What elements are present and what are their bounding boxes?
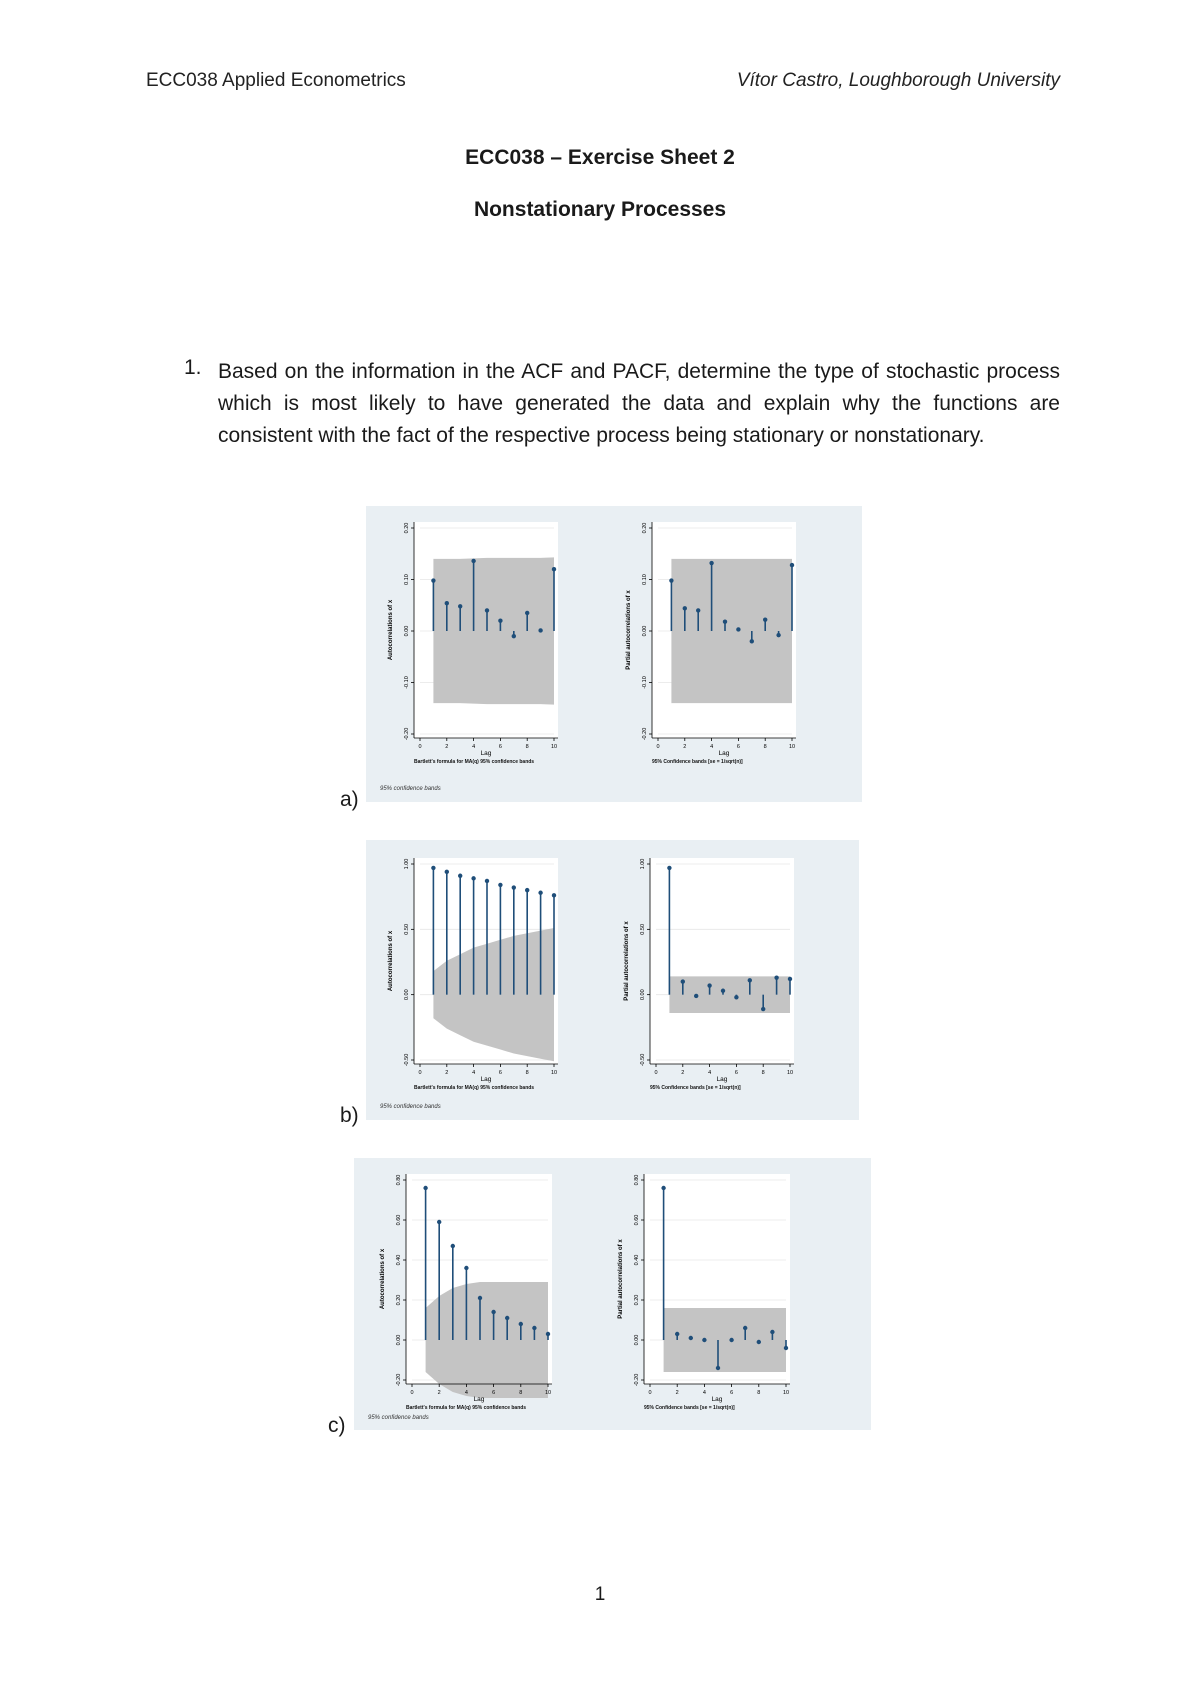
x-tick-label: 8 — [761, 1070, 765, 1076]
x-axis-label: Lag — [473, 1396, 485, 1403]
confidence-band — [669, 976, 790, 1013]
x-tick-label: 2 — [445, 1070, 449, 1076]
correlation-point — [788, 977, 792, 981]
y-axis-label: Partial autocorrelations of x — [618, 1239, 624, 1319]
x-tick-label: 0 — [648, 1390, 652, 1396]
figure-panel-c — [354, 1158, 871, 1430]
x-axis-label: Lag — [480, 750, 492, 757]
y-tick-label: 0.80 — [634, 1174, 640, 1186]
correlation-point — [464, 1266, 468, 1270]
y-tick-label: -0.20 — [634, 1373, 640, 1387]
x-tick-label: 8 — [525, 1070, 529, 1076]
y-axis-label: Partial autocorrelations of x — [624, 921, 630, 1001]
panel-footer-note: 95% confidence bands — [368, 1415, 429, 1421]
y-axis-label: Partial autocorrelations of x — [626, 590, 632, 670]
x-tick-label: 6 — [498, 1070, 502, 1076]
y-tick-label: -0.10 — [642, 676, 648, 689]
y-tick-label: 0.60 — [634, 1214, 640, 1226]
y-tick-label: -0.20 — [404, 727, 410, 741]
correlation-point — [683, 606, 687, 610]
x-tick-label: 2 — [437, 1390, 441, 1396]
confidence-band — [433, 557, 554, 704]
x-axis-label: Lag — [480, 1076, 492, 1083]
x-tick-label: 2 — [683, 744, 687, 750]
y-tick-label: 0.60 — [396, 1214, 402, 1226]
page-number: 1 — [594, 1584, 606, 1605]
y-tick-label: 0.00 — [640, 989, 646, 1001]
correlation-point — [471, 876, 475, 880]
correlation-point — [743, 1326, 747, 1330]
correlation-point — [505, 1316, 509, 1320]
panel-footer-note: 95% confidence bands — [380, 1104, 441, 1110]
y-axis-label: Autocorrelations of x — [388, 599, 394, 661]
x-tick-label: 0 — [418, 744, 422, 750]
correlation-point — [471, 559, 475, 563]
x-tick-label: 0 — [654, 1070, 658, 1076]
x-tick-label: 10 — [550, 1070, 558, 1076]
x-tick-label: 2 — [675, 1390, 679, 1396]
x-tick-label: 6 — [492, 1390, 496, 1396]
x-tick-label: 8 — [525, 744, 529, 750]
panel-label-c: c) — [328, 1414, 346, 1437]
band-note: 95% Confidence bands [se = 1/sqrt(n)] — [652, 759, 743, 765]
correlation-point — [750, 639, 754, 643]
correlation-point — [734, 995, 738, 999]
x-tick-label: 10 — [544, 1390, 552, 1396]
correlation-point — [736, 627, 740, 631]
confidence-band — [426, 1282, 548, 1398]
correlation-point — [770, 1330, 774, 1334]
x-tick-label: 10 — [788, 744, 796, 750]
x-tick-label: 8 — [519, 1390, 523, 1396]
correlation-point — [458, 604, 462, 608]
y-tick-label: 0.00 — [634, 1334, 640, 1346]
correlation-point — [498, 883, 502, 887]
correlation-point — [445, 870, 449, 874]
correlation-point — [458, 874, 462, 878]
y-tick-label: 0.10 — [642, 574, 648, 585]
correlation-point — [757, 1340, 761, 1344]
correlation-point — [761, 1007, 765, 1011]
correlation-point — [681, 979, 685, 983]
x-tick-label: 10 — [550, 744, 558, 750]
x-tick-label: 2 — [681, 1070, 685, 1076]
correlation-point — [538, 891, 542, 895]
y-tick-label: 0.50 — [404, 923, 410, 935]
running-header-left: ECC038 Applied Econometrics — [146, 70, 406, 91]
correlation-point — [729, 1338, 733, 1342]
correlation-point — [525, 888, 529, 892]
x-tick-label: 4 — [472, 1070, 476, 1076]
correlation-point — [661, 1186, 665, 1190]
correlation-point — [552, 567, 556, 571]
correlation-point — [451, 1244, 455, 1248]
y-tick-label: 0.50 — [640, 923, 646, 935]
y-tick-label: 0.10 — [404, 574, 410, 585]
y-tick-label: 1.00 — [404, 858, 410, 870]
band-note: Bartlett's formula for MA(q) 95% confidence bands — [414, 759, 535, 765]
correlation-point — [694, 994, 698, 998]
document-title: ECC038 – Exercise Sheet 2 — [465, 146, 735, 169]
running-header-right: Vítor Castro, Loughborough University — [736, 70, 1060, 91]
pacf-chart-c — [618, 1174, 790, 1411]
figure-panel-b — [366, 840, 859, 1120]
panel-footer-note: 95% confidence bands — [380, 786, 441, 792]
x-tick-label: 4 — [472, 744, 476, 750]
correlation-point — [675, 1332, 679, 1336]
panel-label-b: b) — [340, 1104, 359, 1127]
figure-panel-a — [366, 506, 862, 802]
correlation-point — [748, 978, 752, 982]
y-tick-label: 1.00 — [640, 858, 646, 870]
correlation-point — [485, 608, 489, 612]
correlation-point — [538, 628, 542, 632]
correlation-point — [689, 1336, 693, 1340]
correlation-point — [707, 983, 711, 987]
correlation-point — [669, 578, 673, 582]
y-tick-label: 0.20 — [634, 1294, 640, 1306]
correlation-point — [774, 975, 778, 979]
correlation-point — [423, 1186, 427, 1190]
band-note: Bartlett's formula for MA(q) 95% confidence bands — [406, 1405, 527, 1411]
y-tick-label: 0.40 — [396, 1254, 402, 1266]
x-tick-label: 10 — [786, 1070, 794, 1076]
correlation-point — [552, 893, 556, 897]
correlation-point — [525, 611, 529, 615]
x-tick-label: 6 — [498, 744, 502, 750]
correlation-point — [478, 1296, 482, 1300]
correlation-point — [763, 617, 767, 621]
correlation-point — [431, 578, 435, 582]
document-subtitle: Nonstationary Processes — [473, 198, 727, 221]
plot-region — [650, 858, 794, 1064]
x-tick-label: 6 — [730, 1390, 734, 1396]
confidence-band — [671, 559, 792, 703]
y-axis-label: Autocorrelations of x — [388, 930, 394, 992]
correlation-point — [702, 1338, 706, 1342]
x-tick-label: 6 — [734, 1070, 738, 1076]
correlation-point — [709, 561, 713, 565]
x-tick-label: 8 — [757, 1390, 761, 1396]
correlation-point — [491, 1310, 495, 1314]
x-tick-label: 4 — [702, 1390, 706, 1396]
x-axis-label: Lag — [711, 1396, 723, 1403]
y-tick-label: -0.20 — [396, 1373, 402, 1387]
x-tick-label: 4 — [710, 744, 714, 750]
x-tick-label: 0 — [656, 744, 660, 750]
correlation-point — [546, 1332, 550, 1336]
y-tick-label: -0.20 — [642, 727, 648, 741]
correlation-point — [784, 1346, 788, 1350]
correlation-point — [721, 989, 725, 993]
panel-label-a: a) — [340, 788, 359, 811]
correlation-point — [696, 608, 700, 612]
correlation-point — [776, 633, 780, 637]
correlation-point — [498, 619, 502, 623]
y-tick-label: -0.50 — [404, 1053, 410, 1067]
acf-chart-c — [380, 1174, 552, 1411]
x-axis-label: Lag — [716, 1076, 728, 1083]
y-tick-label: 0.00 — [404, 625, 410, 637]
correlation-point — [431, 866, 435, 870]
y-tick-label: 0.00 — [396, 1334, 402, 1346]
x-tick-label: 8 — [763, 744, 767, 750]
x-tick-label: 4 — [464, 1390, 468, 1396]
y-tick-label: 0.20 — [404, 522, 410, 534]
band-note: Bartlett's formula for MA(q) 95% confidence bands — [414, 1085, 535, 1091]
correlation-point — [723, 620, 727, 624]
x-tick-label: 10 — [782, 1390, 790, 1396]
question-text: Based on the information in the ACF and PACF, determine the type of stochastic process which is most likely to have generated the data and explain why the functions are consistent with the fact of the respective process being stationary or nonstationary. — [218, 360, 1060, 447]
correlation-point — [667, 866, 671, 870]
x-tick-label: 0 — [418, 1070, 422, 1076]
x-axis-label: Lag — [718, 750, 730, 757]
y-tick-label: 0.20 — [396, 1294, 402, 1306]
correlation-point — [512, 634, 516, 638]
y-tick-label: 0.20 — [642, 522, 648, 534]
y-tick-label: 0.80 — [396, 1174, 402, 1186]
confidence-band — [664, 1308, 786, 1372]
band-note: 95% Confidence bands [se = 1/sqrt(n)] — [644, 1405, 735, 1411]
correlation-point — [512, 885, 516, 889]
correlation-point — [519, 1322, 523, 1326]
y-tick-label: -0.10 — [404, 676, 410, 689]
correlation-point — [445, 601, 449, 605]
correlation-point — [716, 1366, 720, 1370]
x-tick-label: 6 — [736, 744, 740, 750]
correlation-point — [485, 879, 489, 883]
x-tick-label: 0 — [410, 1390, 414, 1396]
question-number: 1. — [184, 356, 202, 379]
y-tick-label: -0.50 — [640, 1053, 646, 1067]
band-note: 95% Confidence bands [se = 1/sqrt(n)] — [650, 1085, 741, 1091]
correlation-point — [532, 1326, 536, 1330]
x-tick-label: 2 — [445, 744, 449, 750]
correlation-point — [790, 563, 794, 567]
y-tick-label: 0.40 — [634, 1254, 640, 1266]
x-tick-label: 4 — [708, 1070, 712, 1076]
y-tick-label: 0.00 — [642, 625, 648, 637]
correlation-point — [437, 1220, 441, 1224]
y-tick-label: 0.00 — [404, 989, 410, 1001]
y-axis-label: Autocorrelations of x — [380, 1248, 386, 1310]
